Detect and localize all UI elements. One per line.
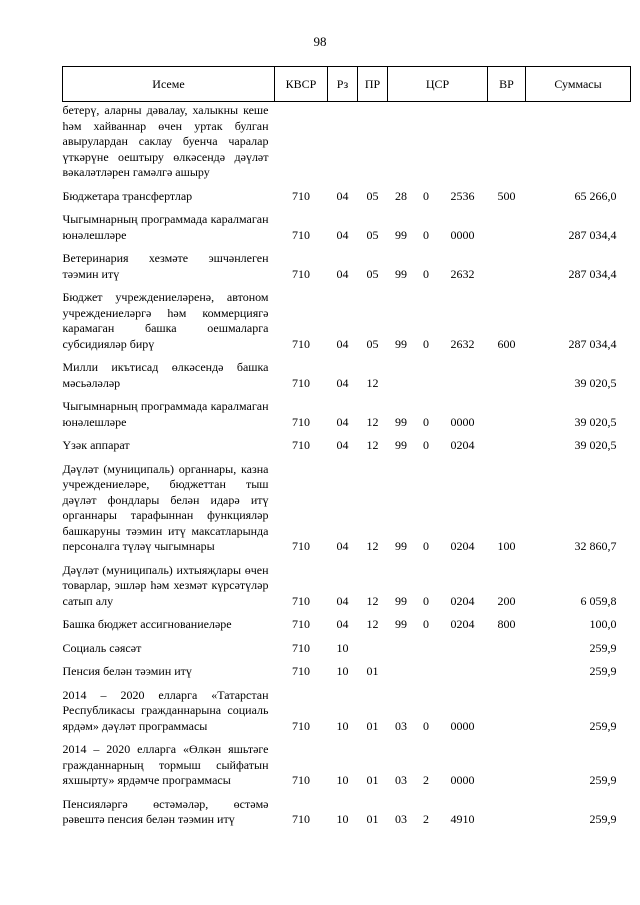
header-rz: Рз xyxy=(328,67,358,102)
table-row xyxy=(63,638,631,662)
row-kvsr: 710 xyxy=(292,773,310,787)
row-vr xyxy=(488,739,526,794)
row-sum: 65 266,0 xyxy=(574,188,617,203)
row-csr-program: 03 xyxy=(395,773,407,787)
row-csr-code: 2632 xyxy=(450,266,475,281)
row-name: Ветеринария хезмәте эшчәнлеген тәэмин итү xyxy=(62,251,269,281)
table-row xyxy=(63,739,631,794)
row-csr-subprogram: 0 xyxy=(423,414,429,429)
row-rz: 04 xyxy=(336,438,349,452)
header-csr: ЦСР xyxy=(388,67,488,102)
row-csr-program: 99 xyxy=(395,266,407,281)
table-header-row xyxy=(63,67,631,102)
row-csr-code: 0204 xyxy=(450,438,475,452)
row-csr-subprogram xyxy=(415,638,438,662)
row-csr-program: 99 xyxy=(395,438,407,452)
row-kvsr: 710 xyxy=(292,664,310,678)
row-name: Башка бюджет ассигнованиеләре xyxy=(62,617,232,631)
row-csr-code: 0000 xyxy=(450,414,475,429)
row-csr-code xyxy=(438,661,488,685)
row-csr-program xyxy=(388,357,415,396)
row-name: Социаль сәясәт xyxy=(62,640,142,655)
table-row xyxy=(63,614,631,638)
row-kvsr: 710 xyxy=(292,227,310,242)
row-sum: 287 034,4 xyxy=(568,266,617,281)
row-csr-subprogram: 0 xyxy=(423,188,429,203)
row-csr-program: 28 xyxy=(395,188,407,203)
row-name: Дәүләт (муниципаль) ихтыяҗлары өчен товарлар, эшләр һәм хезмәт күрсәтүләр сатып алу xyxy=(62,562,269,608)
row-kvsr: 710 xyxy=(292,414,310,429)
row-kvsr: 710 xyxy=(292,266,310,281)
header-kvsr: КВСР xyxy=(275,67,328,102)
row-vr: 500 xyxy=(497,188,516,203)
row-vr xyxy=(488,638,526,662)
row-pr: 12 xyxy=(366,438,379,452)
header-vr: ВР xyxy=(488,67,526,102)
budget-table xyxy=(62,66,631,833)
row-csr-code xyxy=(438,357,488,396)
row-csr-program xyxy=(388,661,415,685)
row-sum: 259,9 xyxy=(589,773,617,787)
row-rz: 10 xyxy=(336,773,349,787)
row-csr-program: 99 xyxy=(395,617,407,631)
row-sum: 287 034,4 xyxy=(568,336,617,351)
row-rz: 04 xyxy=(336,593,349,608)
row-pr: 01 xyxy=(366,812,379,826)
row-csr-subprogram: 2 xyxy=(423,773,429,787)
row-csr-program: 03 xyxy=(395,718,407,733)
row-sum: 39 020,5 xyxy=(574,438,617,452)
row-vr xyxy=(488,357,526,396)
header-sum: Суммасы xyxy=(526,67,631,102)
row-csr-subprogram: 0 xyxy=(423,438,429,452)
row-csr-program: 99 xyxy=(395,227,407,242)
row-csr-program: 99 xyxy=(395,414,407,429)
row-name: 2014 – 2020 елларга «Татарстан Республикасы гражданнарына социаль ярдәм» дәүләт программасы xyxy=(62,687,269,733)
table-row xyxy=(63,248,631,287)
row-sum: 6 059,8 xyxy=(580,593,617,608)
row-pr: 12 xyxy=(366,375,379,390)
row-vr: 100 xyxy=(497,539,516,553)
row-csr-code: 2536 xyxy=(450,188,475,203)
table-row xyxy=(63,287,631,357)
row-vr xyxy=(488,396,526,435)
row-rz: 10 xyxy=(336,640,349,655)
row-csr-subprogram: 0 xyxy=(423,617,429,631)
row-kvsr: 710 xyxy=(292,593,310,608)
row-csr-subprogram xyxy=(415,661,438,685)
row-csr-subprogram xyxy=(415,357,438,396)
row-vr: 600 xyxy=(497,336,516,351)
row-csr-subprogram: 0 xyxy=(423,336,429,351)
row-pr: 12 xyxy=(366,539,379,553)
row-rz: 10 xyxy=(336,664,349,678)
row-pr: 12 xyxy=(366,414,379,429)
header-pr: ПР xyxy=(358,67,388,102)
row-vr xyxy=(488,209,526,248)
row-name: Бюджет учреждениеләренә, автоном учреждениеләргә һәм коммерциягә карамаган башка оешмаларга субсидияләр бирү xyxy=(62,290,269,351)
table-row xyxy=(63,357,631,396)
row-csr-code: 0000 xyxy=(450,227,475,242)
row-name: Пенсияләргә өстәмәләр, өстәмә рәвештә пенсия белән тәэмин итү xyxy=(62,796,269,826)
row-rz: 04 xyxy=(336,266,349,281)
row-csr-code xyxy=(438,638,488,662)
row-csr-code: 0204 xyxy=(450,617,475,631)
row-kvsr: 710 xyxy=(292,812,310,826)
row-pr: 01 xyxy=(366,664,379,678)
row-vr xyxy=(488,248,526,287)
row-name: Милли икътисад өлкәсендә башка мәсьәләләр xyxy=(62,360,269,390)
row-csr-program: 99 xyxy=(395,593,407,608)
header-name: Исеме xyxy=(63,67,275,102)
table-row xyxy=(63,459,631,560)
row-csr-subprogram: 0 xyxy=(423,593,429,608)
row-sum: 259,9 xyxy=(589,718,617,733)
row-rz: 04 xyxy=(336,617,349,631)
row-rz: 04 xyxy=(336,188,349,203)
row-vr xyxy=(488,661,526,685)
row-csr-subprogram: 0 xyxy=(423,718,429,733)
table-row xyxy=(63,209,631,248)
row-name: Пенсия белән тәэмин итү xyxy=(62,664,192,678)
row-sum: 100,0 xyxy=(589,617,617,631)
row-rz: 04 xyxy=(336,227,349,242)
row-pr: 05 xyxy=(366,266,379,281)
row-pr: 05 xyxy=(366,188,379,203)
row-vr xyxy=(488,794,526,833)
row-sum: 259,9 xyxy=(589,812,617,826)
row-pr xyxy=(358,638,388,662)
row-pr: 12 xyxy=(366,617,379,631)
row-csr-code: 2632 xyxy=(450,336,475,351)
row-pr: 01 xyxy=(366,773,379,787)
row-name: Бюджетара трансфертлар xyxy=(62,188,193,203)
table-row xyxy=(63,661,631,685)
row-rz: 04 xyxy=(336,336,349,351)
row-csr-subprogram: 0 xyxy=(423,266,429,281)
row-kvsr: 710 xyxy=(292,438,310,452)
row-sum: 287 034,4 xyxy=(568,227,617,242)
row-kvsr: 710 xyxy=(292,640,310,655)
row-pr: 01 xyxy=(366,718,379,733)
table-row xyxy=(63,186,631,210)
row-rz: 04 xyxy=(336,539,349,553)
row-sum: 259,9 xyxy=(589,640,617,655)
row-pr: 05 xyxy=(366,227,379,242)
row-csr-program: 99 xyxy=(395,539,407,553)
row-csr-code: 0000 xyxy=(450,773,475,787)
row-csr-code: 0204 xyxy=(450,593,475,608)
row-kvsr: 710 xyxy=(292,188,310,203)
row-sum: 39 020,5 xyxy=(574,414,617,429)
row-name: Дәүләт (муниципаль) органнары, казна учреждениеләре, бюджеттан тыш дәүләт фондлары белән идарә итү органнары тарафыннан функцияләр башкаруны тәэмин итү максатларында персоналга түләү чыгымнары xyxy=(62,461,269,553)
row-rz: 04 xyxy=(336,414,349,429)
row-csr-code: 0204 xyxy=(450,539,475,553)
row-sum: 259,9 xyxy=(589,664,617,678)
row-vr xyxy=(488,435,526,459)
row-name: Чыгымнарның программада каралмаган юнәлешләре xyxy=(62,212,269,242)
row-csr-subprogram: 0 xyxy=(423,539,429,553)
row-vr xyxy=(488,685,526,740)
row-rz: 10 xyxy=(336,812,349,826)
row-kvsr: 710 xyxy=(292,375,310,390)
row-vr: 200 xyxy=(497,593,516,608)
page-number: 98 xyxy=(313,34,327,49)
row-csr-subprogram: 2 xyxy=(423,812,429,826)
row-sum: 39 020,5 xyxy=(574,375,617,390)
continuation-text: бетерү, аларны дәвалау, халыкны кеше һәм хайваннар өчен уртак булган авырулардан саклау буенча чаралар үткәрүне оештыру өлкәсендә дәүләт вәкаләтләрен гамәлгә ашыру xyxy=(62,103,269,179)
row-pr: 05 xyxy=(366,336,379,351)
row-csr-program: 99 xyxy=(395,336,407,351)
row-csr-code: 4910 xyxy=(450,812,475,826)
row-rz: 04 xyxy=(336,375,349,390)
row-name: 2014 – 2020 елларга «Өлкән яшьтәге гражданнарның тормыш сыйфатын яхшырту» ярдәмче программасы xyxy=(62,742,269,787)
row-name: Чыгымнарның программада каралмаган юнәлешләре xyxy=(62,399,269,429)
row-pr: 12 xyxy=(366,593,379,608)
row-csr-subprogram: 0 xyxy=(423,227,429,242)
table-row xyxy=(63,685,631,740)
table-row xyxy=(63,435,631,459)
row-vr: 800 xyxy=(497,617,516,631)
table-row xyxy=(63,396,631,435)
row-kvsr: 710 xyxy=(292,539,310,553)
row-kvsr: 710 xyxy=(292,336,310,351)
row-csr-program: 03 xyxy=(395,812,407,826)
row-name: Үзәк аппарат xyxy=(62,438,130,452)
row-sum: 32 860,7 xyxy=(574,539,617,553)
table-row xyxy=(63,794,631,833)
row-csr-code: 0000 xyxy=(450,718,475,733)
table-row xyxy=(63,560,631,615)
row-kvsr: 710 xyxy=(292,718,310,733)
row-csr-program xyxy=(388,638,415,662)
row-kvsr: 710 xyxy=(292,617,310,631)
continuation-row xyxy=(63,102,631,186)
row-rz: 10 xyxy=(336,718,349,733)
